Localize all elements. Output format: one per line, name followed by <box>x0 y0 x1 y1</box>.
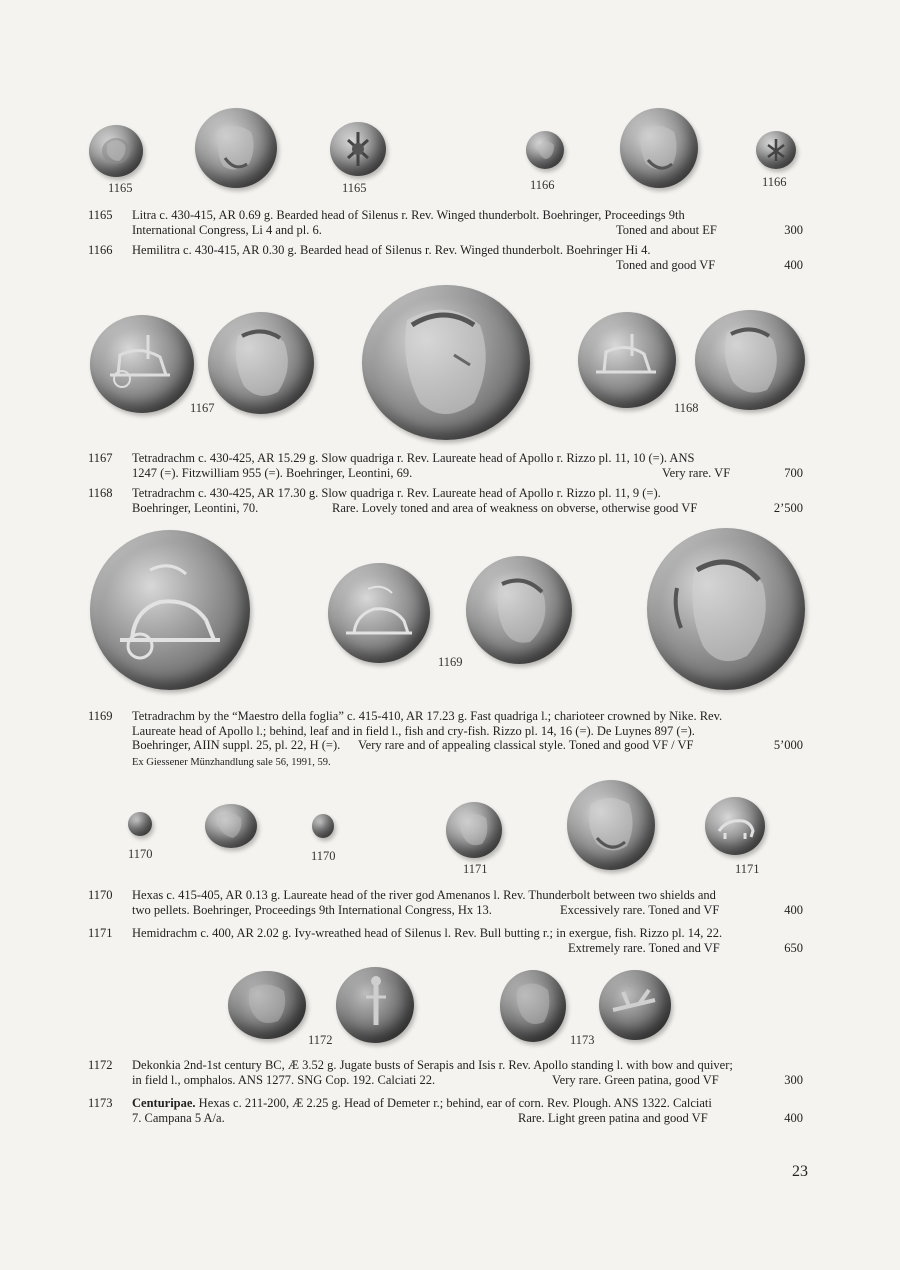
coin-label: 1171 <box>463 862 488 876</box>
coin-1171-obverse <box>446 802 502 858</box>
lot-number: 1170 <box>88 888 113 902</box>
lot-number: 1172 <box>88 1058 113 1072</box>
coin-label: 1165 <box>342 181 367 195</box>
lot-grade: Very rare. Green patina, good VF <box>552 1072 719 1087</box>
lot-description: Tetradrachm by the “Maestro della foglia” c. 415-410, AR 17.23 g. Fast quadriga l.; charioteer crowned by Nike. Rev. <box>132 709 723 723</box>
lot-grade: Very rare and of appealing classical style. Toned and good VF / VF <box>358 738 694 752</box>
coin-label: 1165 <box>108 181 133 195</box>
lot-estimate: 5’000 <box>773 738 803 752</box>
coin-label: 1173 <box>570 1033 595 1047</box>
lot-number: 1166 <box>88 243 113 257</box>
lot-description: Hexas c. 415-405, AR 0.13 g. Laureate head of the river god Amenanos l. Rev. Thunderbolt between two shields and <box>132 888 716 902</box>
lot-description: Hemilitra c. 430-415, AR 0.30 g. Bearded head of Silenus r. Rev. Winged thunderbolt. Boehringer Hi 4. <box>132 243 651 257</box>
lot-1168 <box>88 486 803 516</box>
lot-provenance: Ex Giessener Münzhandlung sale 56, 1991, 59. <box>132 756 331 768</box>
lot-grade: Rare. Lovely toned and area of weakness on obverse, otherwise good VF <box>332 500 698 515</box>
coin-1165-reverse <box>330 122 386 176</box>
coin-label: 1166 <box>762 175 787 189</box>
lot-number: 1167 <box>88 451 113 465</box>
coin-1173-reverse <box>599 970 671 1040</box>
lot-estimate: 400 <box>784 1110 803 1125</box>
coin-1167-enlargement <box>362 285 530 440</box>
coin-1172-obverse <box>228 971 306 1039</box>
coin-1165-head <box>195 108 277 188</box>
coin-1171-enlargement <box>567 780 655 870</box>
lot-1167 <box>88 451 803 481</box>
lot-description: Hexas c. 211-200, Æ 2.25 g. Head of Demeter r.; behind, ear of corn. Rev. Plough. ANS 1322. Calciati <box>198 1096 712 1110</box>
coin-label: 1167 <box>190 401 215 415</box>
lot-description: Dekonkia 2nd-1st century BC, Æ 3.52 g. Jugate busts of Serapis and Isis r. Rev. Apollo standing l. with bow and quiver; <box>132 1058 733 1072</box>
lot-1171 <box>88 926 803 956</box>
coin-1169-reverse <box>466 556 572 664</box>
coin-label: 1170 <box>311 849 336 863</box>
coin-label: 1171 <box>735 862 760 876</box>
coin-label: 1172 <box>308 1033 333 1047</box>
lot-1173 <box>88 1096 803 1126</box>
lot-grade: Extremely rare. Toned and VF <box>568 940 720 955</box>
coin-1170-reverse <box>312 814 334 838</box>
page-number: 23 <box>792 1163 808 1180</box>
coin-1165-obverse <box>89 125 143 177</box>
lot-number: 1171 <box>88 926 113 940</box>
lot-description: Boehringer, AIIN suppl. 25, pl. 22, H (=). <box>132 738 341 752</box>
coin-1170-obverse <box>128 812 152 836</box>
coin-1169-obverse <box>328 563 430 663</box>
coin-label: 1169 <box>438 655 463 669</box>
lot-1169 <box>88 709 803 771</box>
lot-grade: Excessively rare. Toned and VF <box>560 902 720 917</box>
lot-description: Tetradrachm c. 430-425, AR 17.30 g. Slow quadriga r. Rev. Laureate head of Apollo r. Rizzo pl. 11, 9 (=). <box>132 486 661 500</box>
lot-description: Litra c. 430-415, AR 0.69 g. Bearded head of Silenus r. Rev. Winged thunderbolt. Boehringer, Proceedings 9th <box>132 208 685 222</box>
coin-1167-obverse <box>90 315 194 413</box>
lot-estimate: 400 <box>784 257 803 272</box>
coin-1168-reverse <box>695 310 805 410</box>
lot-description: 1247 (=). Fitzwilliam 955 (=). Boehringer, Leontini, 69. <box>132 465 413 480</box>
lot-grade: Toned and good VF <box>616 257 716 272</box>
lot-description: International Congress, Li 4 and pl. 6. <box>132 222 322 237</box>
lot-number: 1165 <box>88 208 113 222</box>
lot-description: 7. Campana 5 A/a. <box>132 1110 225 1125</box>
coin-label: 1170 <box>128 847 153 861</box>
lot-estimate: 400 <box>784 902 803 917</box>
coin-1166-head <box>620 108 698 188</box>
coin-1169-reverse-enlargement <box>647 528 805 690</box>
coin-1169-obverse-enlargement <box>90 530 250 690</box>
lot-number: 1173 <box>88 1096 113 1110</box>
lot-description: Hemidrachm c. 400, AR 2.02 g. Ivy-wreathed head of Silenus l. Rev. Bull butting r.; in exergue, fish. Rizzo pl. 14, 22. <box>132 926 723 940</box>
coin-label: 1168 <box>674 401 699 415</box>
lot-1170 <box>88 888 803 918</box>
lot-description: Laureate head of Apollo l.; behind, leaf and in field l., fish and cry-fish. Rizzo pl. 14, 16 (=). De Luynes 897 (=). <box>132 723 695 738</box>
lot-mint-heading: Centuripae. <box>132 1096 196 1110</box>
coin-1168-obverse <box>578 312 676 408</box>
lot-grade: Rare. Light green patina and good VF <box>518 1110 708 1125</box>
lot-1165 <box>88 208 803 238</box>
lot-1166 <box>88 243 803 273</box>
coin-label: 1166 <box>530 178 555 192</box>
lot-estimate: 300 <box>784 1072 803 1087</box>
lot-estimate: 2’500 <box>773 500 803 515</box>
lot-description: two pellets. Boehringer, Proceedings 9th International Congress, Hx 13. <box>132 902 492 917</box>
lot-estimate: 700 <box>784 465 803 480</box>
lot-estimate: 650 <box>784 940 803 955</box>
coin-1173-obverse <box>500 970 566 1042</box>
coin-1166-obverse <box>526 131 564 169</box>
lot-description: in field l., omphalos. ANS 1277. SNG Cop. 192. Calciati 22. <box>132 1072 436 1087</box>
coin-1172-reverse <box>336 967 414 1043</box>
lot-description: Tetradrachm c. 430-425, AR 15.29 g. Slow quadriga r. Rev. Laureate head of Apollo r. Rizzo pl. 11, 10 (=). ANS <box>132 451 695 465</box>
lot-1172 <box>88 1058 803 1088</box>
coin-1167-reverse <box>208 312 314 414</box>
lot-grade: Very rare. VF <box>662 465 731 480</box>
coin-1171-reverse <box>705 797 765 855</box>
lot-description: Boehringer, Leontini, 70. <box>132 500 259 515</box>
coin-1170-enlargement <box>205 804 257 848</box>
lot-grade: Toned and about EF <box>616 222 717 237</box>
coin-1166-reverse <box>756 131 796 169</box>
lot-estimate: 300 <box>784 222 803 237</box>
lot-number: 1169 <box>88 709 113 723</box>
lot-number: 1168 <box>88 486 113 500</box>
